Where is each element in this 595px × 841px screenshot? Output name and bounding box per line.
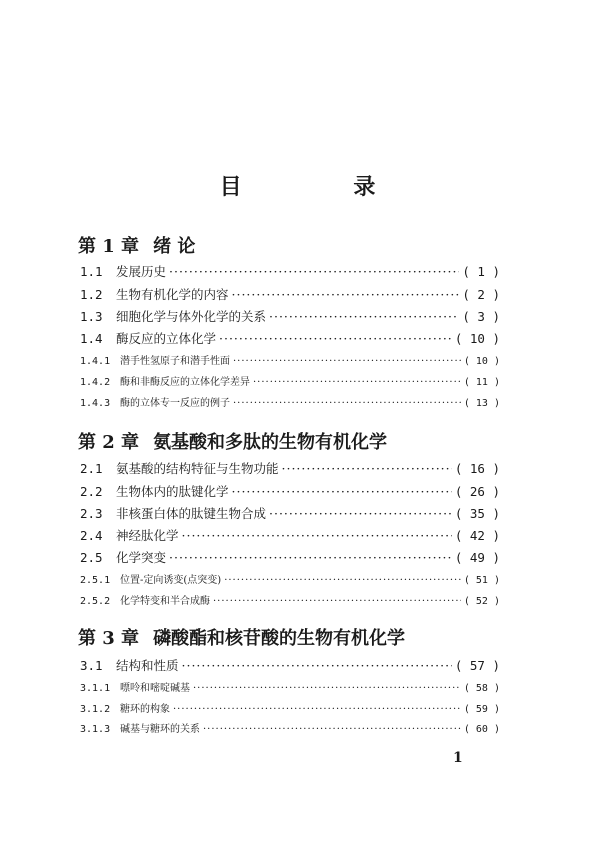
toc-entry[interactable] <box>80 482 500 500</box>
section-label: 发展历史 <box>116 264 167 279</box>
section-label: 结构和性质 <box>116 658 179 673</box>
page-number: 1 <box>453 750 463 766</box>
section-label: 生物体内的肽键化学 <box>116 484 229 499</box>
section-number: 3.1 <box>80 658 103 673</box>
section-page: ( 58 ) <box>463 683 500 694</box>
section-page: ( 57 ) <box>454 658 500 673</box>
page-title: 目 录 <box>219 174 428 200</box>
toc-entry[interactable] <box>80 656 500 674</box>
chapter-number: 第 3 章 <box>78 628 140 649</box>
leader-dots <box>169 550 452 565</box>
section-page: ( 35 ) <box>454 506 500 521</box>
section-page: ( 1 ) <box>462 264 500 279</box>
leader-dots <box>193 683 461 694</box>
leader-dots <box>182 528 452 543</box>
section-number: 1.4.2 <box>80 377 111 388</box>
section-label: 生物有机化学的内容 <box>116 287 229 302</box>
section-number: 2.5.2 <box>80 596 111 607</box>
section-page: ( 49 ) <box>454 550 500 565</box>
chapter-title: 磷酸酯和核苷酸的生物有机化学 <box>153 628 406 649</box>
section-label: 酶和非酶反应的立体化学差异 <box>120 377 250 388</box>
chapter-heading-3 <box>78 624 405 650</box>
section-number: 2.1 <box>80 461 103 476</box>
section-number: 3.1.2 <box>80 704 111 715</box>
section-page: ( 3 ) <box>462 309 500 324</box>
chapter-heading-1 <box>78 232 195 258</box>
toc-subentry[interactable] <box>80 571 500 587</box>
leader-dots <box>232 484 452 499</box>
toc-entry[interactable] <box>80 459 500 477</box>
section-number: 1.2 <box>80 287 103 302</box>
section-number: 1.3 <box>80 309 103 324</box>
section-label: 氨基酸的结构特征与生物功能 <box>116 461 279 476</box>
leader-dots <box>232 287 460 302</box>
section-number: 2.5.1 <box>80 575 111 586</box>
toc-subentry[interactable] <box>80 373 500 389</box>
chapter-title: 氨基酸和多肽的生物有机化学 <box>153 432 388 453</box>
toc-subentry[interactable] <box>80 700 500 716</box>
chapter-title: 绪 论 <box>153 236 196 257</box>
section-number: 1.4.3 <box>80 398 111 409</box>
leader-dots <box>182 658 452 673</box>
section-page: ( 13 ) <box>463 398 500 409</box>
toc-subentry[interactable] <box>80 679 500 695</box>
toc-subentry[interactable] <box>80 592 500 608</box>
leader-dots <box>253 377 461 388</box>
section-label: 化学突变 <box>116 550 167 565</box>
section-number: 2.5 <box>80 550 103 565</box>
section-label: 酶的立体专一反应的例子 <box>120 398 230 409</box>
toc-entry[interactable] <box>80 526 500 544</box>
section-page: ( 26 ) <box>454 484 500 499</box>
toc-entry[interactable] <box>80 504 500 522</box>
section-number: 2.3 <box>80 506 103 521</box>
section-number: 2.4 <box>80 528 103 543</box>
section-number: 1.4 <box>80 331 103 346</box>
section-label: 神经肽化学 <box>116 528 179 543</box>
leader-dots <box>269 506 452 521</box>
chapter-number: 第 2 章 <box>78 432 140 453</box>
leader-dots <box>173 704 461 715</box>
section-label: 化学特变和半合成酶 <box>120 596 210 607</box>
section-label: 嘌呤和嘧啶碱基 <box>120 683 190 694</box>
section-number: 2.2 <box>80 484 103 499</box>
section-page: ( 59 ) <box>463 704 500 715</box>
leader-dots <box>169 264 459 279</box>
section-number: 3.1.1 <box>80 683 111 694</box>
section-label: 非核蛋白体的肽键生物合成 <box>116 506 267 521</box>
leader-dots <box>219 331 452 346</box>
toc-subentry[interactable] <box>80 720 500 736</box>
leader-dots <box>282 461 452 476</box>
leader-dots <box>269 309 459 324</box>
section-label: 细胞化学与体外化学的关系 <box>116 309 267 324</box>
toc-entry[interactable] <box>80 307 500 325</box>
section-number: 1.1 <box>80 264 103 279</box>
section-number: 1.4.1 <box>80 356 111 367</box>
section-page: ( 16 ) <box>454 461 500 476</box>
section-label: 酶反应的立体化学 <box>116 331 217 346</box>
leader-dots <box>233 356 461 367</box>
section-page: ( 60 ) <box>463 724 500 735</box>
leader-dots <box>233 398 461 409</box>
section-label: 位置-定向诱变(点突变) <box>120 575 222 586</box>
toc-entry[interactable] <box>80 329 500 347</box>
section-label: 潜手性氢原子和潜手性面 <box>120 356 230 367</box>
chapter-heading-2 <box>78 428 387 454</box>
section-page: ( 2 ) <box>462 287 500 302</box>
toc-entry[interactable] <box>80 285 500 303</box>
toc-entry[interactable] <box>80 548 500 566</box>
section-page: ( 11 ) <box>463 377 500 388</box>
toc-entry[interactable] <box>80 262 500 280</box>
section-page: ( 52 ) <box>463 596 500 607</box>
leader-dots <box>203 724 461 735</box>
leader-dots <box>213 596 461 607</box>
section-label: 糖环的构象 <box>120 704 170 715</box>
section-page: ( 10 ) <box>463 356 500 367</box>
section-number: 3.1.3 <box>80 724 111 735</box>
section-page: ( 51 ) <box>463 575 500 586</box>
toc-subentry[interactable] <box>80 352 500 368</box>
section-page: ( 10 ) <box>454 331 500 346</box>
section-page: ( 42 ) <box>454 528 500 543</box>
toc-subentry[interactable] <box>80 394 500 410</box>
leader-dots <box>224 575 461 586</box>
chapter-number: 第 1 章 <box>78 236 140 257</box>
section-label: 碱基与糖环的关系 <box>120 724 200 735</box>
